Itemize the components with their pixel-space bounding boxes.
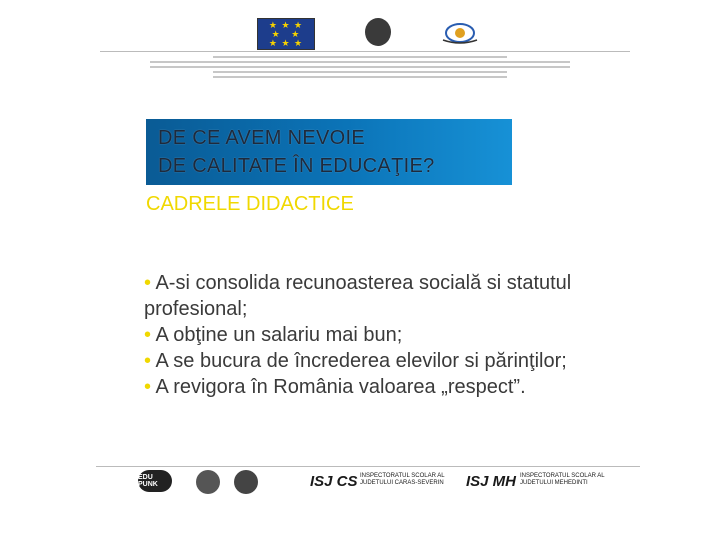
romania-crest-icon [365, 18, 391, 46]
bullet-item [144, 322, 624, 348]
bullet-item [144, 348, 624, 374]
isj-mh-caption: INSPECTORATUL SCOLAR AL JUDETULUI MEHEDINTI [520, 473, 605, 486]
bullet-item [144, 270, 624, 322]
bullet-text: A obţine un salariu mai bun; [155, 324, 403, 346]
bullet-item [144, 374, 624, 400]
bullet-marker: • [144, 376, 152, 398]
isj-cs-logo: ISJ CS [310, 473, 358, 490]
face-icon [196, 470, 220, 494]
project-fine-print [150, 54, 570, 81]
bullet-list [144, 270, 624, 400]
isj-cs-caption: INSPECTORATUL SCOLAR AL JUDETULUI CARAS-SEVERIN [360, 473, 445, 486]
header-divider [100, 51, 630, 52]
crest-icon [234, 470, 258, 494]
slide-title-box [146, 119, 512, 185]
fse-logo-icon [435, 18, 485, 48]
bullet-text: A revigora în România valoarea „respect”. [155, 376, 526, 398]
bullet-marker: • [144, 272, 152, 294]
isj-mh-logo: ISJ MH [466, 473, 517, 490]
bullet-marker: • [144, 324, 152, 346]
bullet-text: A se bucura de încrederea elevilor si părinţilor; [155, 350, 567, 372]
bullet-text: A-si consolida recunoasterea socială si statutul profesional; [144, 272, 572, 320]
slide-title-line-1: DE CE AVEM NEVOIE [158, 127, 366, 149]
edu-punk-icon: EDU PUNK [138, 470, 172, 492]
header-logos [100, 14, 630, 54]
bullet-marker: • [144, 350, 152, 372]
footer-logos [130, 467, 610, 497]
eu-flag-icon: ★ ★ ★ ★ ★ ★ ★ ★ [257, 18, 315, 50]
slide-subtitle: CADRELE DIDACTICE [146, 193, 354, 215]
slide-title-line-2: DE CALITATE ÎN EDUCAŢIE? [158, 155, 435, 177]
